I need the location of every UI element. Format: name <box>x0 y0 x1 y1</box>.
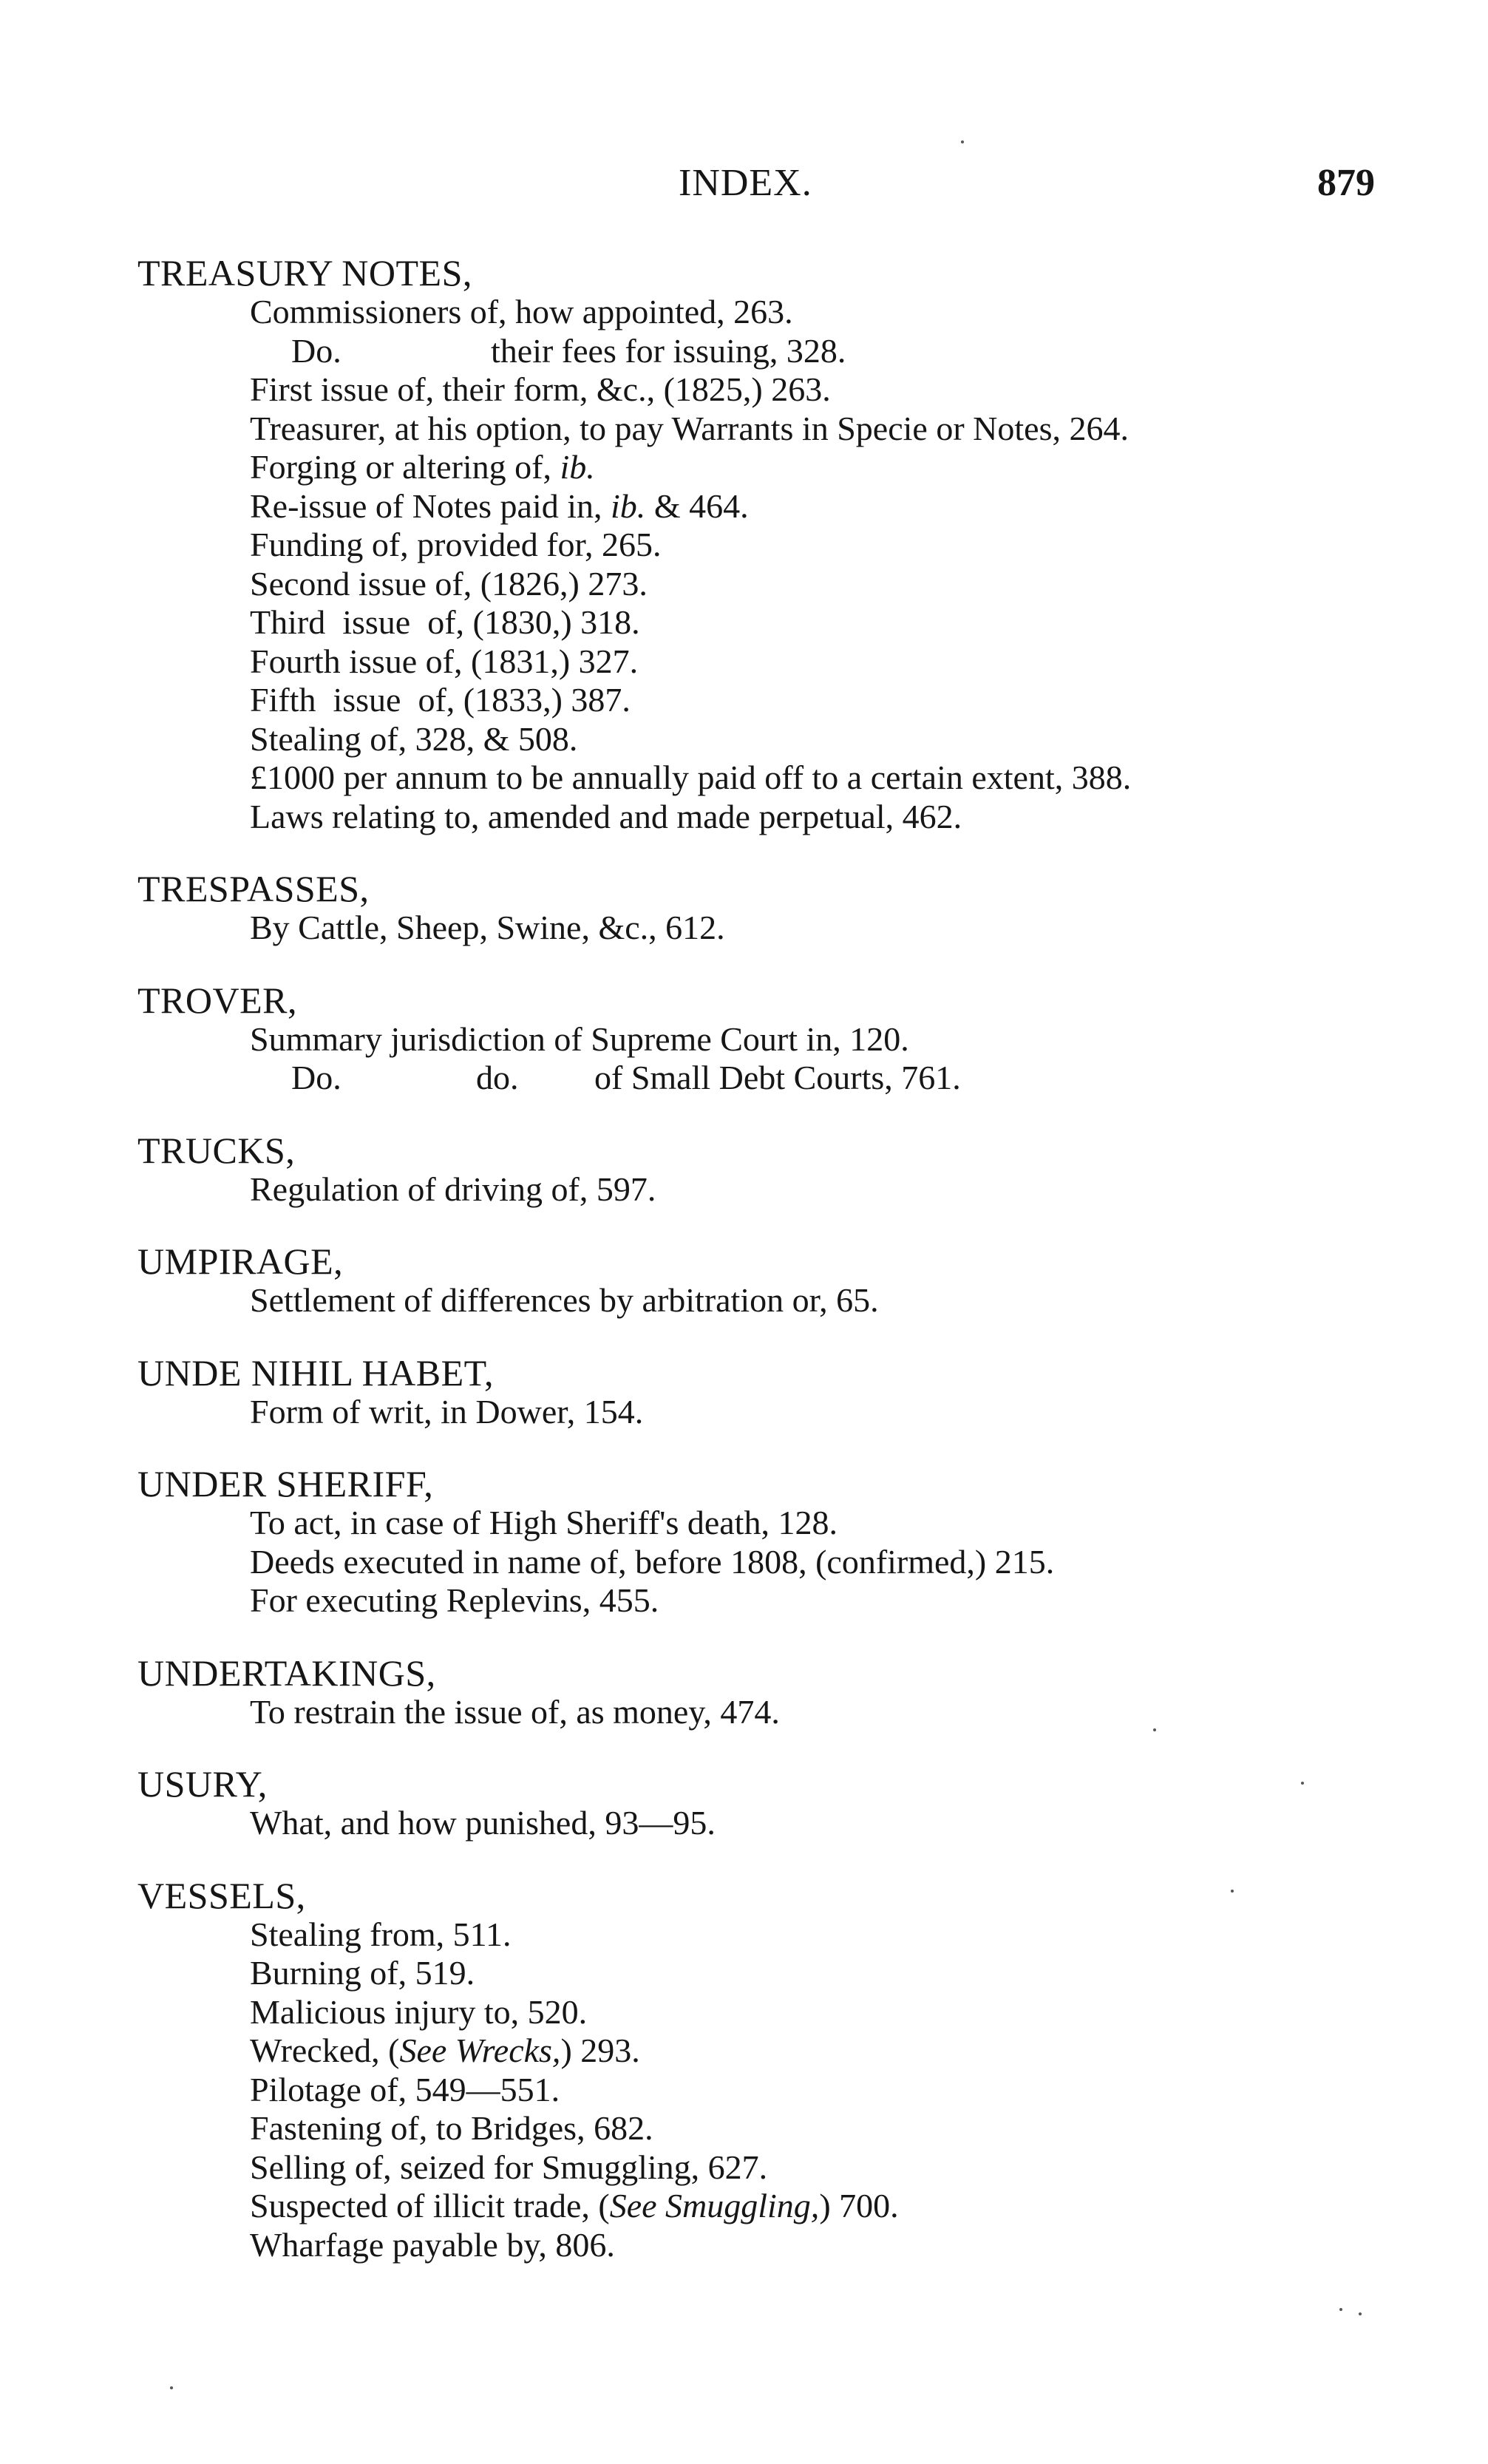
subline-italic: See Wrecks, <box>399 2032 561 2069</box>
entry-subline <box>137 2187 1394 2226</box>
entry-subline: By Cattle, Sheep, Swine, &c., 612. <box>250 909 725 946</box>
entry-subline: Fastening of, to Bridges, 682. <box>250 2109 653 2147</box>
entry-heading: TROVER, <box>137 979 297 1021</box>
entry-subline: Stealing of, 328, & 508. <box>250 719 578 758</box>
entry-heading: VESSELS, <box>137 1874 306 1916</box>
entry-heading: UNDERTAKINGS, <box>137 1652 436 1694</box>
entry-heading: UNDER SHERIFF, <box>137 1463 434 1504</box>
ditto-mark: do. <box>476 1059 519 1096</box>
entry-subline <box>137 487 1394 526</box>
entry-subline: Funding of, provided for, 265. <box>250 526 662 563</box>
running-head <box>0 161 1488 213</box>
subline-text: Forging or altering of, <box>250 448 560 486</box>
entry-heading: UMPIRAGE, <box>137 1241 344 1282</box>
entry-subline: Deeds executed in name of, before 1808, (confirmed,) 215. <box>250 1542 1055 1581</box>
print-speck <box>1231 1890 1234 1893</box>
entry-heading: TREASURY NOTES, <box>137 252 472 293</box>
running-title: INDEX. <box>679 162 812 204</box>
index-entry-usury <box>137 1764 1394 1843</box>
subline-text: Wrecked, ( <box>250 2032 400 2069</box>
entry-subline: Third issue of, (1830,) 318. <box>250 603 640 641</box>
print-speck <box>961 140 964 143</box>
subline-text: ) 293. <box>560 2032 640 2069</box>
ditto-mark: Do. <box>291 1059 342 1096</box>
entry-heading: TRESPASSES, <box>137 868 370 909</box>
subline-italic: See Smuggling, <box>609 2187 820 2224</box>
entry-heading: TRUCKS, <box>137 1129 296 1171</box>
entry-subline: Malicious injury to, 520. <box>250 1992 588 2031</box>
subline-text: Suspected of illicit trade, ( <box>250 2187 610 2224</box>
index-entry-trespasses <box>137 869 1394 948</box>
entry-subline: Selling of, seized for Smuggling, 627. <box>250 2148 768 2186</box>
print-speck <box>1153 1728 1156 1731</box>
entry-subline: Summary jurisdiction of Supreme Court in, 120. <box>250 1019 909 1058</box>
entry-heading: USURY, <box>137 1763 268 1805</box>
entry-subline: Pilotage of, 549—551. <box>250 2070 560 2108</box>
entry-subline: To act, in case of High Sheriff's death, 128. <box>250 1504 838 1541</box>
entry-subline: Form of writ, in Dower, 154. <box>250 1392 644 1430</box>
index-entry-trover <box>137 980 1394 1098</box>
entry-subline: Fourth issue of, (1831,) 327. <box>250 642 639 680</box>
entry-subline: Fifth issue of, (1833,) 387. <box>250 681 631 719</box>
entry-subline <box>137 448 1394 487</box>
print-speck <box>1359 2312 1362 2315</box>
entry-subline <box>137 2032 1394 2071</box>
entry-subline: Treasurer, at his option, to pay Warrants in Specie or Notes, 264. <box>250 409 1129 447</box>
ditto-text: their fees for issuing, 328. <box>491 331 846 370</box>
index-body <box>137 253 1394 2264</box>
index-entry-umpirage <box>137 1241 1394 1320</box>
entry-subline: First issue of, their form, &c., (1825,) 263. <box>250 370 831 408</box>
entry-subline: Regulation of driving of, 597. <box>250 1170 656 1208</box>
subline-text: & 464. <box>645 486 749 525</box>
entry-subline: Settlement of differences by arbitration or, 65. <box>250 1281 879 1319</box>
index-entry-under-sheriff <box>137 1464 1394 1620</box>
entry-subline: Second issue of, (1826,) 273. <box>250 564 648 603</box>
subline-text: ) 700. <box>819 2187 899 2224</box>
entry-subline: Burning of, 519. <box>250 1954 475 1992</box>
entry-subline: Stealing from, 511. <box>250 1915 512 1953</box>
print-speck <box>1301 1782 1304 1785</box>
entry-subline-ditto <box>137 332 1394 371</box>
entry-subline: Wharfage payable by, 806. <box>250 2225 615 2264</box>
entry-subline: £1000 per annum to be annually paid off to a certain extent, 388. <box>250 758 1132 796</box>
index-entry-unde-nihil-habet <box>137 1353 1394 1432</box>
ditto-text: of Small Debt Courts, 761. <box>594 1059 961 1096</box>
subline-italic: ib. <box>611 486 646 525</box>
entry-subline: Laws relating to, amended and made perpetual, 462. <box>250 797 962 835</box>
index-entry-trucks <box>137 1130 1394 1209</box>
entry-subline: What, and how punished, 93—95. <box>250 1804 716 1842</box>
entry-heading: UNDE NIHIL HABET, <box>137 1351 495 1394</box>
index-entry-treasury-notes <box>137 253 1394 836</box>
index-entry-vessels <box>137 1876 1394 2265</box>
subline-text: Re-issue of Notes paid in, <box>250 486 611 525</box>
ditto-mark: Do. <box>291 331 342 370</box>
subline-italic: ib. <box>560 448 595 486</box>
entry-subline-ditto <box>137 1059 1394 1098</box>
index-entry-undertakings <box>137 1653 1394 1732</box>
entry-subline: To restrain the issue of, as money, 474. <box>250 1692 780 1731</box>
entry-subline: For executing Replevins, 455. <box>250 1581 659 1619</box>
page-number: 879 <box>1317 162 1375 204</box>
print-speck <box>1339 2308 1342 2311</box>
entry-subline: Commissioners of, how appointed, 263. <box>250 293 793 330</box>
print-speck <box>170 2386 173 2389</box>
